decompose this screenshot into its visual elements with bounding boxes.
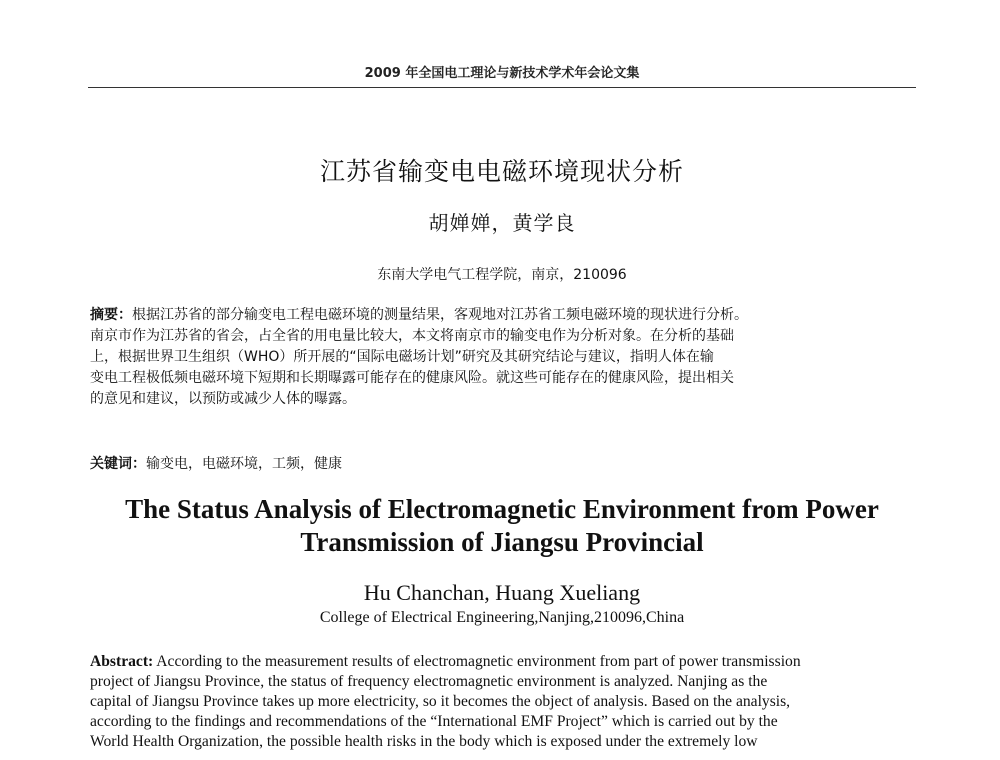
english-title-line: The Status Analysis of Electromagnetic Environment from Power [125, 494, 879, 524]
chinese-title: 江苏省输变电电磁环境现状分析 [319, 157, 684, 186]
english-authors: Hu Chanchan, Huang Xueliang [363, 580, 641, 605]
chinese-abstract-text: 根据江苏省的部分输变电工程电磁环境的测量结果，客观地对江苏省工频电磁环境的现状进行分析。 [132, 307, 748, 323]
chinese-abstract-line [90, 305, 912, 326]
chinese-abstract-line: 变电工程极低频电磁环境下短期和长期曝露可能存在的健康风险。就这些可能存在的健康风险，提出相关 [90, 370, 734, 386]
chinese-keywords-label: 关键词： [90, 456, 146, 472]
english-abstract [90, 652, 914, 752]
english-abstract-line: project of Jiangsu Province, the status of frequency electromagnetic environment is analyzed. Nanjing as the [90, 673, 768, 690]
chinese-abstract-line: 南京市作为江苏省的省会，占全省的用电量比较大，本文将南京市的输变电作为分析对象。在分析的基础 [90, 328, 734, 344]
chinese-authors: 胡婵婵，黄学良 [428, 211, 576, 235]
chinese-abstract-line: 上，根据世界卫生组织（WHO）所开展的“国际电磁场计划”研究及其研究结论与建议，指明人体在输 [90, 349, 714, 365]
chinese-keywords-text: 输变电，电磁环境，工频，健康 [146, 456, 342, 472]
english-abstract-label: Abstract: [90, 653, 154, 670]
english-abstract-line [90, 652, 914, 672]
english-title [88, 493, 916, 559]
chinese-abstract-label: 摘要： [90, 307, 132, 323]
running-header: 2009 年全国电工理论与新技术学术年会论文集 [364, 66, 640, 81]
english-title-line: Transmission of Jiangsu Provincial [300, 527, 704, 557]
header-rule [88, 87, 916, 88]
chinese-abstract-line: 的意见和建议，以预防或减少人体的曝露。 [90, 391, 356, 407]
chinese-abstract [90, 305, 912, 410]
english-abstract-text: According to the measurement results of electromagnetic environment from part of power transmission [153, 653, 801, 670]
english-abstract-line: according to the findings and recommendations of the “International EMF Project” which is carried out by the [90, 713, 778, 730]
chinese-keywords [90, 453, 912, 473]
english-abstract-line: capital of Jiangsu Province takes up more electricity, so it becomes the object of analysis. Based on the analysis, [90, 693, 791, 710]
english-affiliation: College of Electrical Engineering,Nanjing,210096,China [319, 609, 685, 626]
chinese-affiliation: 东南大学电气工程学院，南京，210096 [377, 267, 627, 283]
english-abstract-line: World Health Organization, the possible health risks in the body which is exposed under the extremely low [90, 733, 758, 750]
